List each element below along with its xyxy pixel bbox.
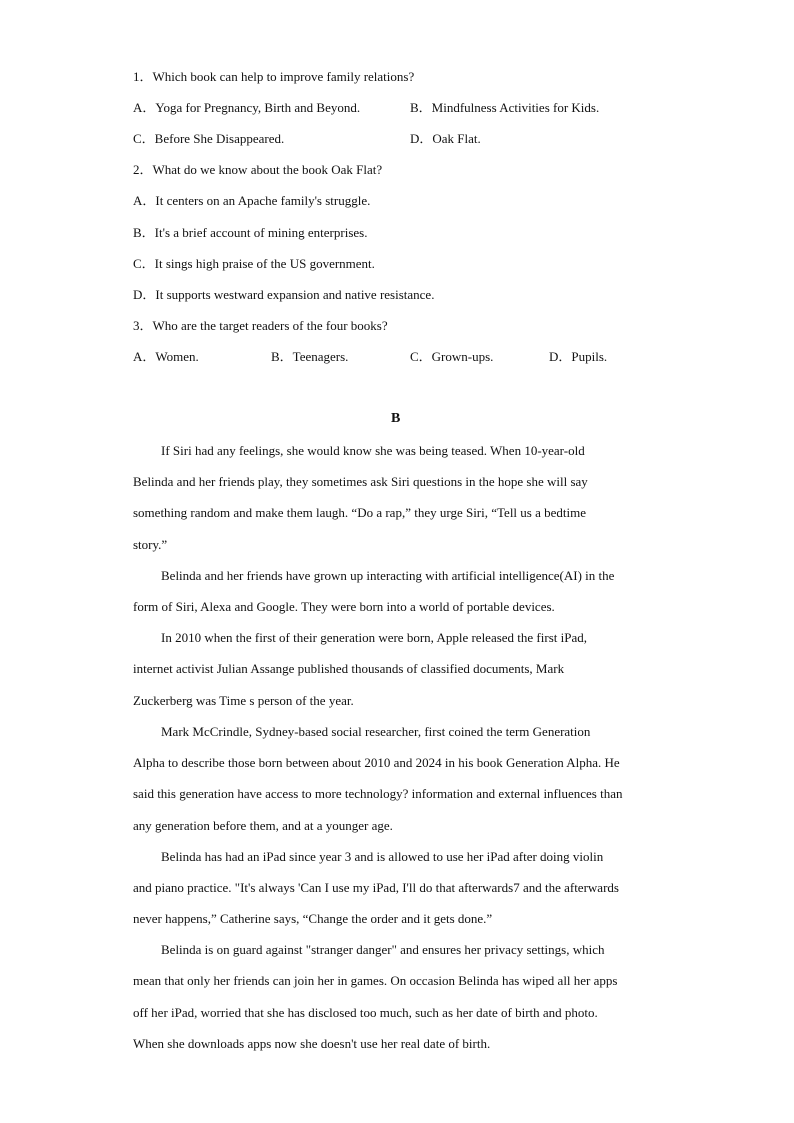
passage-line: When she downloads apps now she doesn't use her real date of birth.	[133, 1036, 491, 1051]
question-1-option-d: D．Oak Flat.	[410, 131, 481, 146]
question-1-stem: 1．Which book can help to improve family relations?	[133, 69, 415, 84]
question-1-option-a: A．Yoga for Pregnancy, Birth and Beyond.	[133, 100, 361, 115]
passage-line: Zuckerberg was Time s person of the year.	[133, 693, 354, 708]
passage-line: Belinda and her friends have grown up interacting with artificial intelligence(AI) in the	[161, 568, 615, 583]
passage-line: mean that only her friends can join her in games. On occasion Belinda has wiped all her apps	[133, 973, 618, 988]
question-3-option-c: C．Grown-ups.	[410, 349, 494, 364]
question-3-option-b: B．Teenagers.	[271, 349, 349, 364]
passage-line: internet activist Julian Assange published thousands of classified documents, Mark	[133, 661, 565, 676]
passage-line: off her iPad, worried that she has disclosed too much, such as her date of birth and photo.	[133, 1005, 598, 1020]
question-2-option-b: B．It's a brief account of mining enterprises.	[133, 225, 368, 240]
section-heading: B	[391, 411, 401, 426]
passage-line: If Siri had any feelings, she would know she was being teased. When 10-year-old	[161, 443, 585, 458]
passage-line: Belinda is on guard against "stranger danger" and ensures her privacy settings, which	[161, 942, 605, 957]
passage-line: any generation before them, and at a younger age.	[133, 818, 393, 833]
passage-line: Belinda has had an iPad since year 3 and is allowed to use her iPad after doing violin	[161, 849, 604, 864]
question-2-option-d: D．It supports westward expansion and native resistance.	[133, 287, 435, 302]
question-3-option-d: D．Pupils.	[549, 349, 608, 364]
passage-line: never happens,” Catherine says, “Change the order and it gets done.”	[133, 911, 493, 926]
passage-line: and piano practice. "It's always 'Can I use my iPad, I'll do that afterwards7 and the afterwards	[133, 880, 619, 895]
passage-line: story.”	[133, 537, 168, 552]
passage-line: something random and make them laugh. “Do a rap,” they urge Siri, “Tell us a bedtime	[133, 505, 587, 520]
question-1-option-b: B．Mindfulness Activities for Kids.	[410, 100, 600, 115]
question-3-stem: 3．Who are the target readers of the four books?	[133, 318, 388, 333]
passage-line: In 2010 when the first of their generation were born, Apple released the first iPad,	[161, 630, 587, 645]
question-2-stem: 2．What do we know about the book Oak Flat?	[133, 162, 383, 177]
question-3-option-a: A．Women.	[133, 349, 199, 364]
question-1-option-c: C．Before She Disappeared.	[133, 131, 285, 146]
passage-line: Mark McCrindle, Sydney-based social researcher, first coined the term Generation	[161, 724, 591, 739]
question-2-option-a: A．It centers on an Apache family's struggle.	[133, 193, 371, 208]
passage-line: said this generation have access to more technology? information and external influences than	[133, 786, 623, 801]
passage-line: form of Siri, Alexa and Google. They were born into a world of portable devices.	[133, 599, 555, 614]
passage-line: Belinda and her friends play, they sometimes ask Siri questions in the hope she will say	[133, 474, 588, 489]
question-2-option-c: C．It sings high praise of the US government.	[133, 256, 375, 271]
passage-line: Alpha to describe those born between about 2010 and 2024 in his book Generation Alpha. He	[133, 755, 620, 770]
